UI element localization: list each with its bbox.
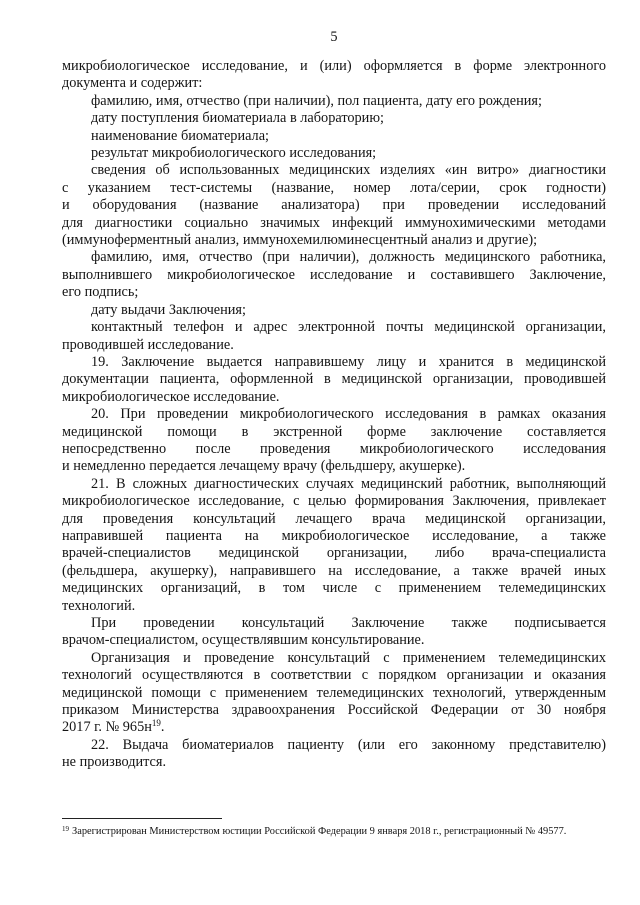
text-line: проводившей исследование.: [62, 336, 234, 353]
text-line: фамилию, имя, отчество (при наличии), должность медицинского работника,: [91, 249, 606, 266]
text-line: медицинской помощи с применением телемедицинских технологий, утвержденным: [62, 684, 606, 701]
telemedicine-paragraph: [62, 650, 606, 737]
footnote-reference: 19: [151, 718, 161, 729]
text-line: фамилию, имя, отчество (при наличии), пол пациента, дату его рождения;: [91, 92, 542, 109]
text-line: технологий осуществляются в соответствии с порядком организации и оказания: [62, 667, 606, 684]
text-line: технологий.: [62, 597, 136, 614]
text-line: врачом-специалистом, осуществлявшим консультирование.: [62, 632, 425, 649]
text-line: 22. Выдача биоматериалов пациенту (или его законному представителю): [91, 736, 606, 753]
text-line: его подпись;: [62, 284, 139, 301]
text-line: приказом Министерства здравоохранения Российской Федерации от 30 ноября: [62, 702, 606, 719]
list-item: [62, 93, 606, 110]
text-line: направившей пациента на микробиологическое исследование, а также: [62, 527, 606, 544]
list-item: [62, 128, 606, 145]
list-item: [62, 162, 606, 249]
text-line: выполнившего микробиологическое исследование и составившего Заключение,: [62, 266, 606, 283]
text-line: врачей-специалистов медицинской организации, либо врача-специалиста: [62, 545, 606, 562]
text-line: медицинской помощи в экстренной форме заключение составляется: [62, 423, 606, 440]
sentence-end: .: [160, 719, 165, 736]
intro-paragraph: [62, 58, 606, 93]
footnote: [62, 825, 606, 839]
text-line: документа и содержит:: [62, 75, 203, 92]
text-line: непосредственно после проведения микробиологического исследования: [62, 440, 606, 457]
text-line: микробиологическое исследование, с целью формирования Заключения, привлекает: [62, 493, 606, 510]
text-line: для диагностики социально значимых инфекций иммунохимическими методами: [62, 214, 606, 231]
text-line: 20. При проведении микробиологического исследования в рамках оказания: [91, 406, 606, 423]
text-line: (иммуноферментный анализ, иммунохемилюминесцентный анализ и другие);: [62, 232, 538, 249]
text-line: контактный телефон и адрес электронной почты медицинской организации,: [91, 319, 606, 336]
text-line: медицинских организаций, в том числе с применением телемедицинских: [62, 580, 606, 597]
text-line: 19. Заключение выдается направившему лицу и хранится в медицинской: [91, 353, 606, 370]
clause-20: [62, 406, 606, 476]
text-line: не производится.: [62, 754, 167, 771]
list-item: [62, 319, 606, 354]
clause-21: [62, 476, 606, 615]
footnote-divider: [62, 818, 222, 819]
text-line: микробиологическое исследование, и (или) оформляется в форме электронного: [62, 58, 606, 74]
text-line: дату поступления биоматериала в лабораторию;: [91, 110, 384, 127]
clause-22: [62, 737, 606, 772]
clause-19: [62, 354, 606, 406]
text-line: и немедленно передается лечащему врачу (фельдшеру, акушерке).: [62, 458, 466, 475]
list-item: [62, 249, 606, 301]
text-line: [62, 719, 606, 736]
text-line: Организация и проведение консультаций с применением телемедицинских: [91, 649, 606, 666]
text-line: сведения об использованных медицинских изделиях «ин витро» диагностики: [91, 162, 606, 179]
text-line: с указанием тест-системы (название, номер лота/серии, срок годности): [62, 179, 606, 196]
list-item: [62, 145, 606, 162]
text-line: и оборудования (название анализатора) при проведении исследований: [62, 197, 606, 214]
document-body: [62, 58, 606, 772]
text-line: наименование биоматериала;: [91, 127, 270, 144]
text-line: 21. В сложных диагностических случаях медицинский работник, выполняющий: [91, 475, 606, 492]
page-number: 5: [330, 29, 338, 45]
text-line: для проведения консультаций лечащего врача медицинской организации,: [62, 510, 606, 527]
text-line: дату выдачи Заключения;: [91, 301, 246, 318]
list-item: [62, 302, 606, 319]
text-line: микробиологическое исследование.: [62, 388, 280, 405]
footnote-mark: 19: [62, 825, 69, 833]
list-item: [62, 110, 606, 127]
text-line: (фельдшера, акушерку), направившего на исследование, а также врачей иных: [62, 562, 606, 579]
text-line: результат микробиологического исследования;: [91, 145, 377, 162]
order-reference-text: 2017 г. № 965н: [62, 719, 152, 736]
text-line: документации пациента, оформленной в медицинской организации, проводившей: [62, 371, 606, 388]
consultation-signing-paragraph: [62, 615, 606, 650]
text-line: При проведении консультаций Заключение также подписывается: [91, 615, 606, 631]
footnote-text: Зарегистрирован Министерством юстиции Российской Федерации 9 января 2018 г., регистрационный № 49577.: [72, 826, 567, 837]
